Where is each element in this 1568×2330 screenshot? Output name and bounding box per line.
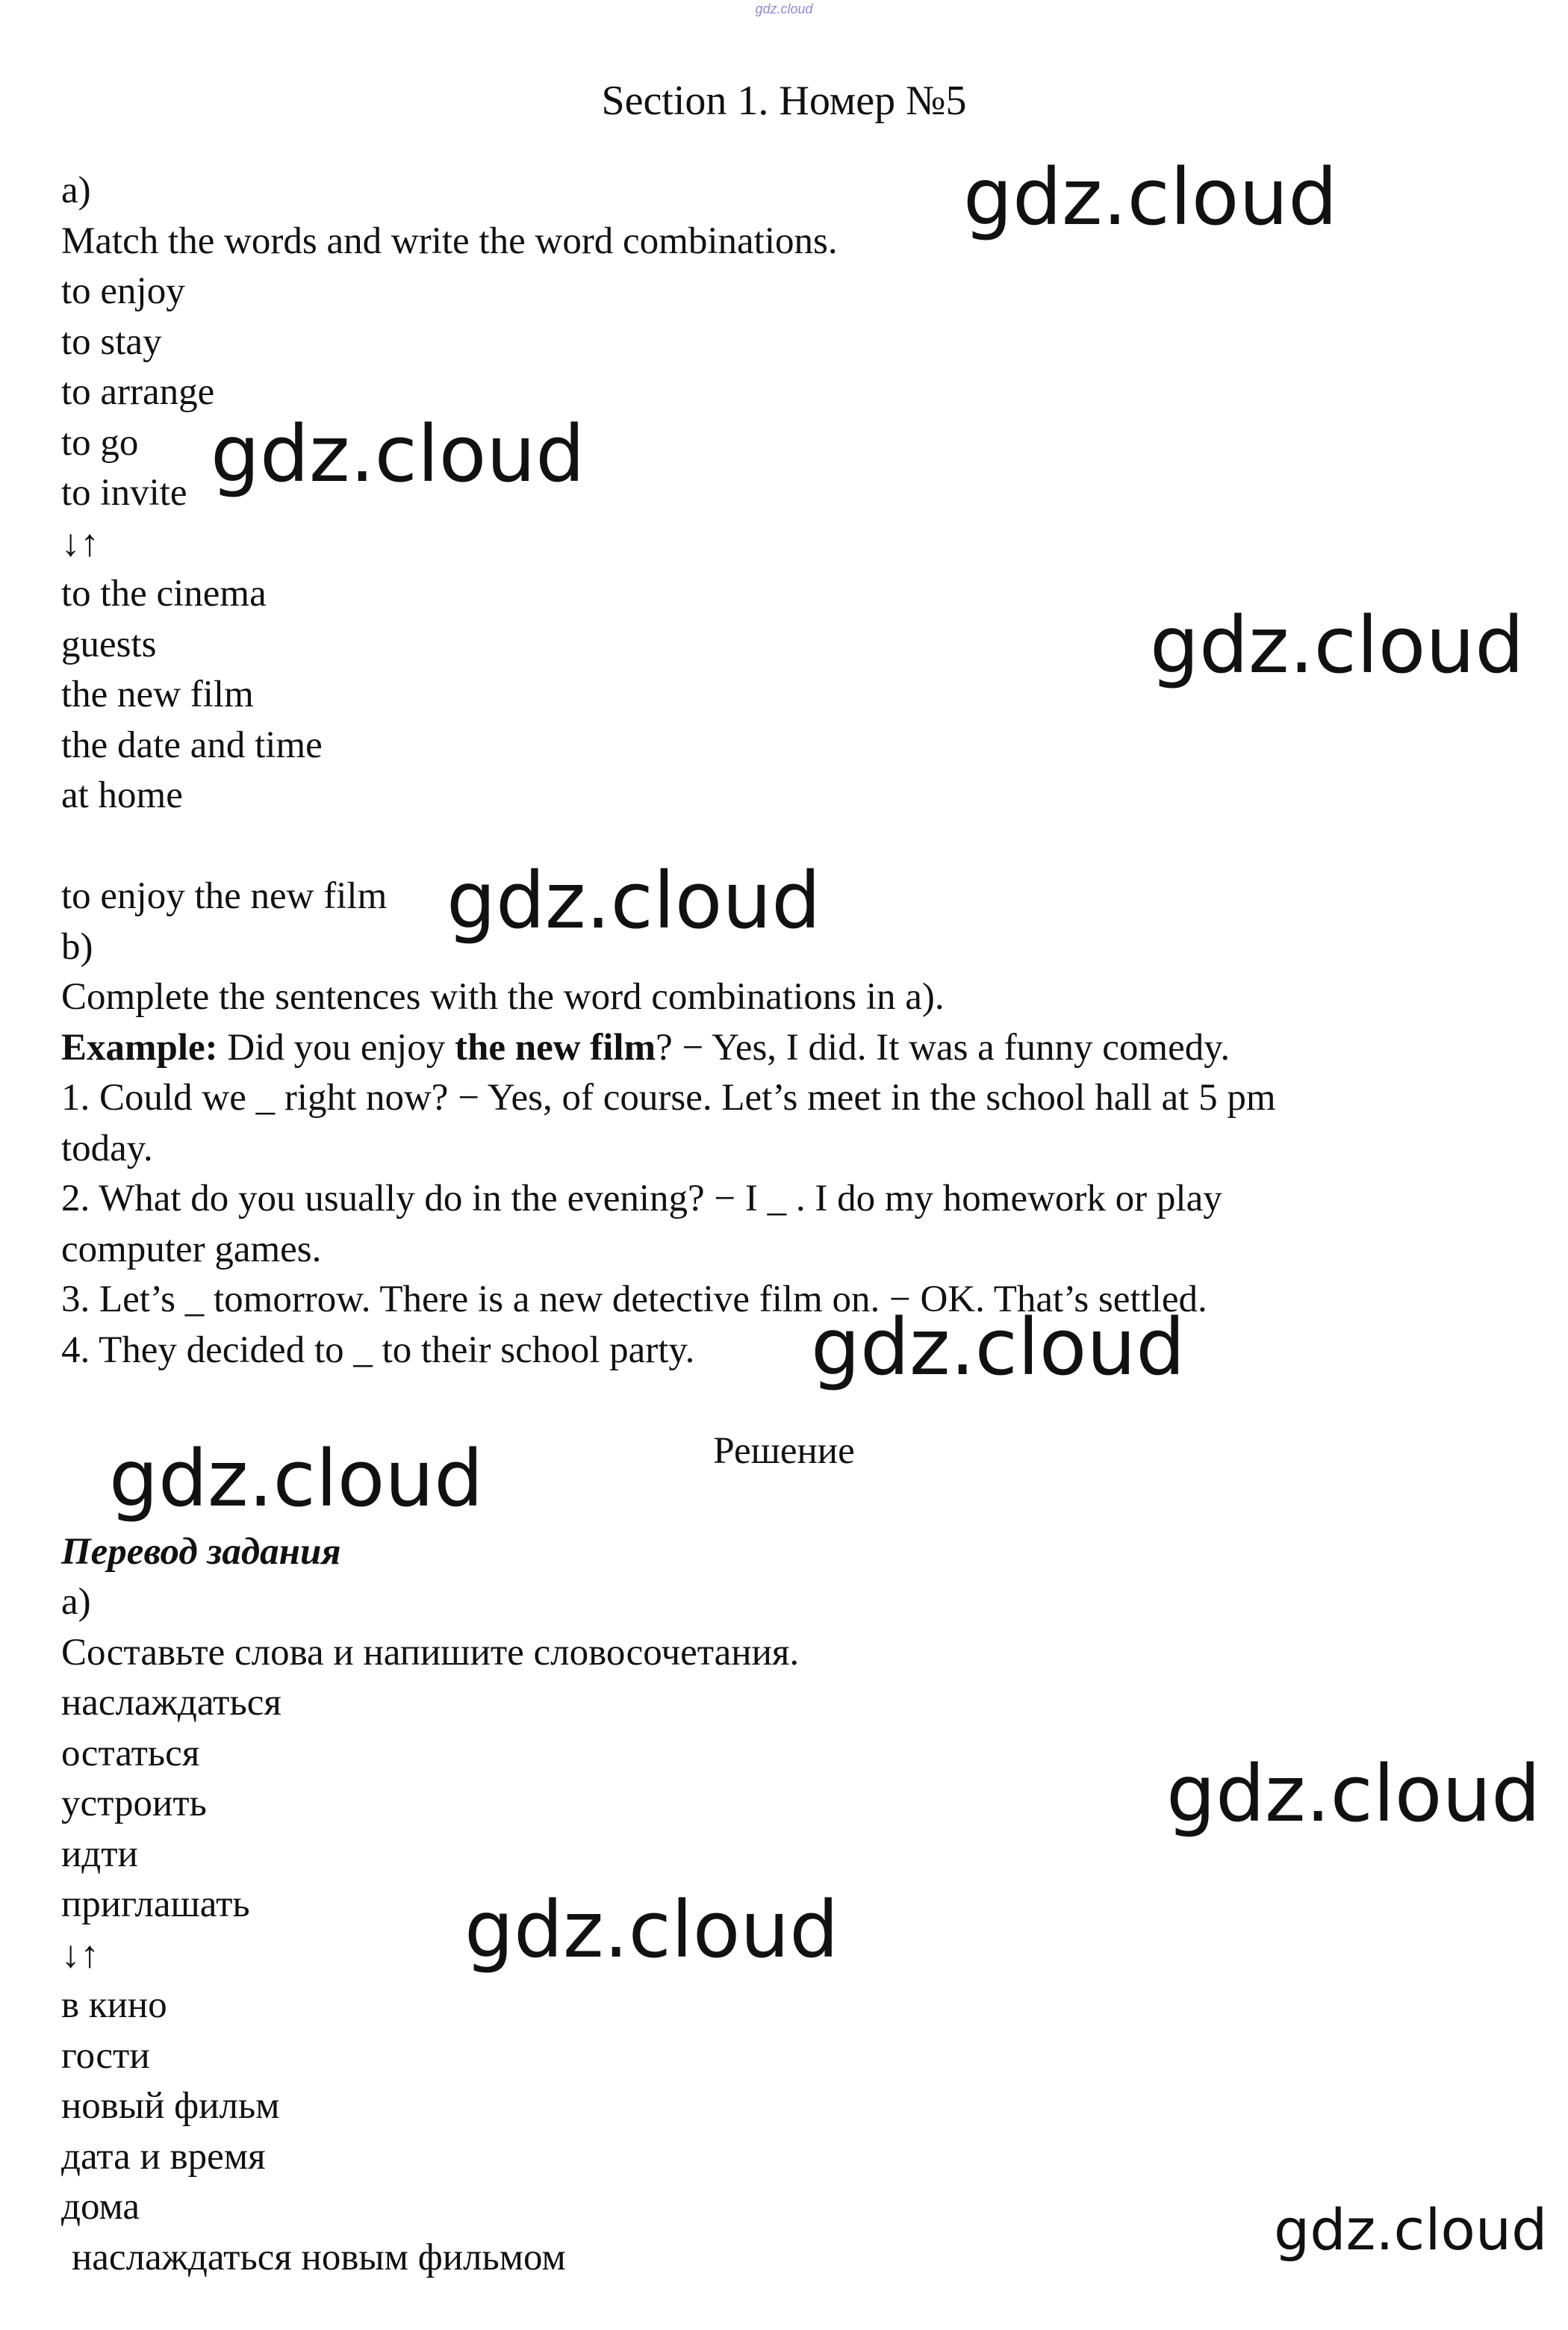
object-item: guests	[61, 623, 157, 665]
object-item: the new film	[61, 674, 254, 715]
verb-item: to enjoy	[61, 270, 185, 312]
ru-object-item: гости	[61, 2034, 150, 2077]
translation-title: Перевод задания	[61, 1530, 341, 1573]
part-b-example	[61, 1023, 1547, 1074]
ru-object-item: новый фильм	[61, 2085, 280, 2127]
example-bold: the new film	[454, 1026, 656, 1069]
ru-verb-item: остаться	[61, 1732, 200, 1774]
solution-label-a: a)	[61, 1581, 91, 1623]
watermark: gdz.cloud	[1150, 600, 1525, 691]
watermark: gdz.cloud	[1274, 2196, 1548, 2263]
watermark: gdz.cloud	[811, 1302, 1186, 1393]
ru-verb-item: наслаждаться	[61, 1682, 281, 1724]
spacer	[61, 1376, 1547, 1426]
example-label: Example:	[61, 1026, 218, 1069]
sentence-1: 1. Could we _ right now? − Yes, of course. Let’s meet in the school hall at 5 pm	[61, 1077, 1276, 1119]
sentence-1-cont: today.	[61, 1127, 153, 1169]
page-title: Section 1. Номер №5	[601, 78, 967, 124]
watermark: gdz.cloud	[963, 152, 1338, 243]
watermark: gdz.cloud	[464, 1884, 839, 1975]
object-item: to the cinema	[61, 573, 267, 615]
sentence-2: 2. What do you usually do in the evening? − I _ . I do my homework or play	[61, 1178, 1222, 1220]
ru-verb-item: приглашать	[61, 1883, 250, 1925]
ru-verb-item: устроить	[61, 1783, 207, 1824]
watermark: gdz.cloud	[109, 1433, 484, 1524]
example-text: Did you enjoy	[217, 1026, 455, 1069]
ru-example: наслаждаться новым фильмом	[72, 2236, 566, 2278]
object-item: the date and time	[61, 724, 323, 766]
watermark: gdz.cloud	[1166, 1748, 1541, 1839]
object-item: at home	[61, 774, 183, 816]
verb-item: to stay	[61, 320, 162, 363]
solution-heading: Решение	[713, 1429, 855, 1472]
sentence-2-cont: computer games.	[61, 1228, 322, 1270]
watermark: gdz.cloud	[447, 855, 821, 946]
part-a-example: to enjoy the new film	[61, 875, 388, 917]
part-b-label: b)	[61, 925, 93, 968]
sentence-4: 4. They decided to _ to their school party.	[61, 1329, 695, 1371]
verb-item: to go	[61, 421, 139, 464]
arrows-icon: ↓↑	[61, 522, 99, 565]
sentence-3: 3. Let’s _ tomorrow. There is a new detective film on. − OK. That’s settled.	[61, 1279, 1207, 1320]
example-text-end: ? − Yes, I did. It was a funny comedy.	[656, 1026, 1231, 1069]
part-a-instruction: Match the words and write the word combinations.	[61, 220, 838, 262]
ru-object-item: в кино	[61, 1984, 167, 2026]
verb-item: to invite	[61, 472, 187, 514]
ru-arrows-icon: ↓↑	[61, 1933, 99, 1976]
part-b-instruction: Complete the sentences with the word combinations in a).	[61, 976, 945, 1018]
ru-verb-item: идти	[61, 1833, 138, 1875]
verb-item: to arrange	[61, 371, 215, 413]
top-watermark: gdz.cloud	[755, 1, 813, 16]
part-a-label: a)	[61, 170, 91, 211]
solution-instruction: Составьте слова и напишите словосочетания.	[61, 1631, 800, 1674]
ru-object-item: дома	[61, 2186, 140, 2228]
ru-object-item: дата и время	[61, 2135, 266, 2178]
watermark: gdz.cloud	[211, 408, 585, 500]
